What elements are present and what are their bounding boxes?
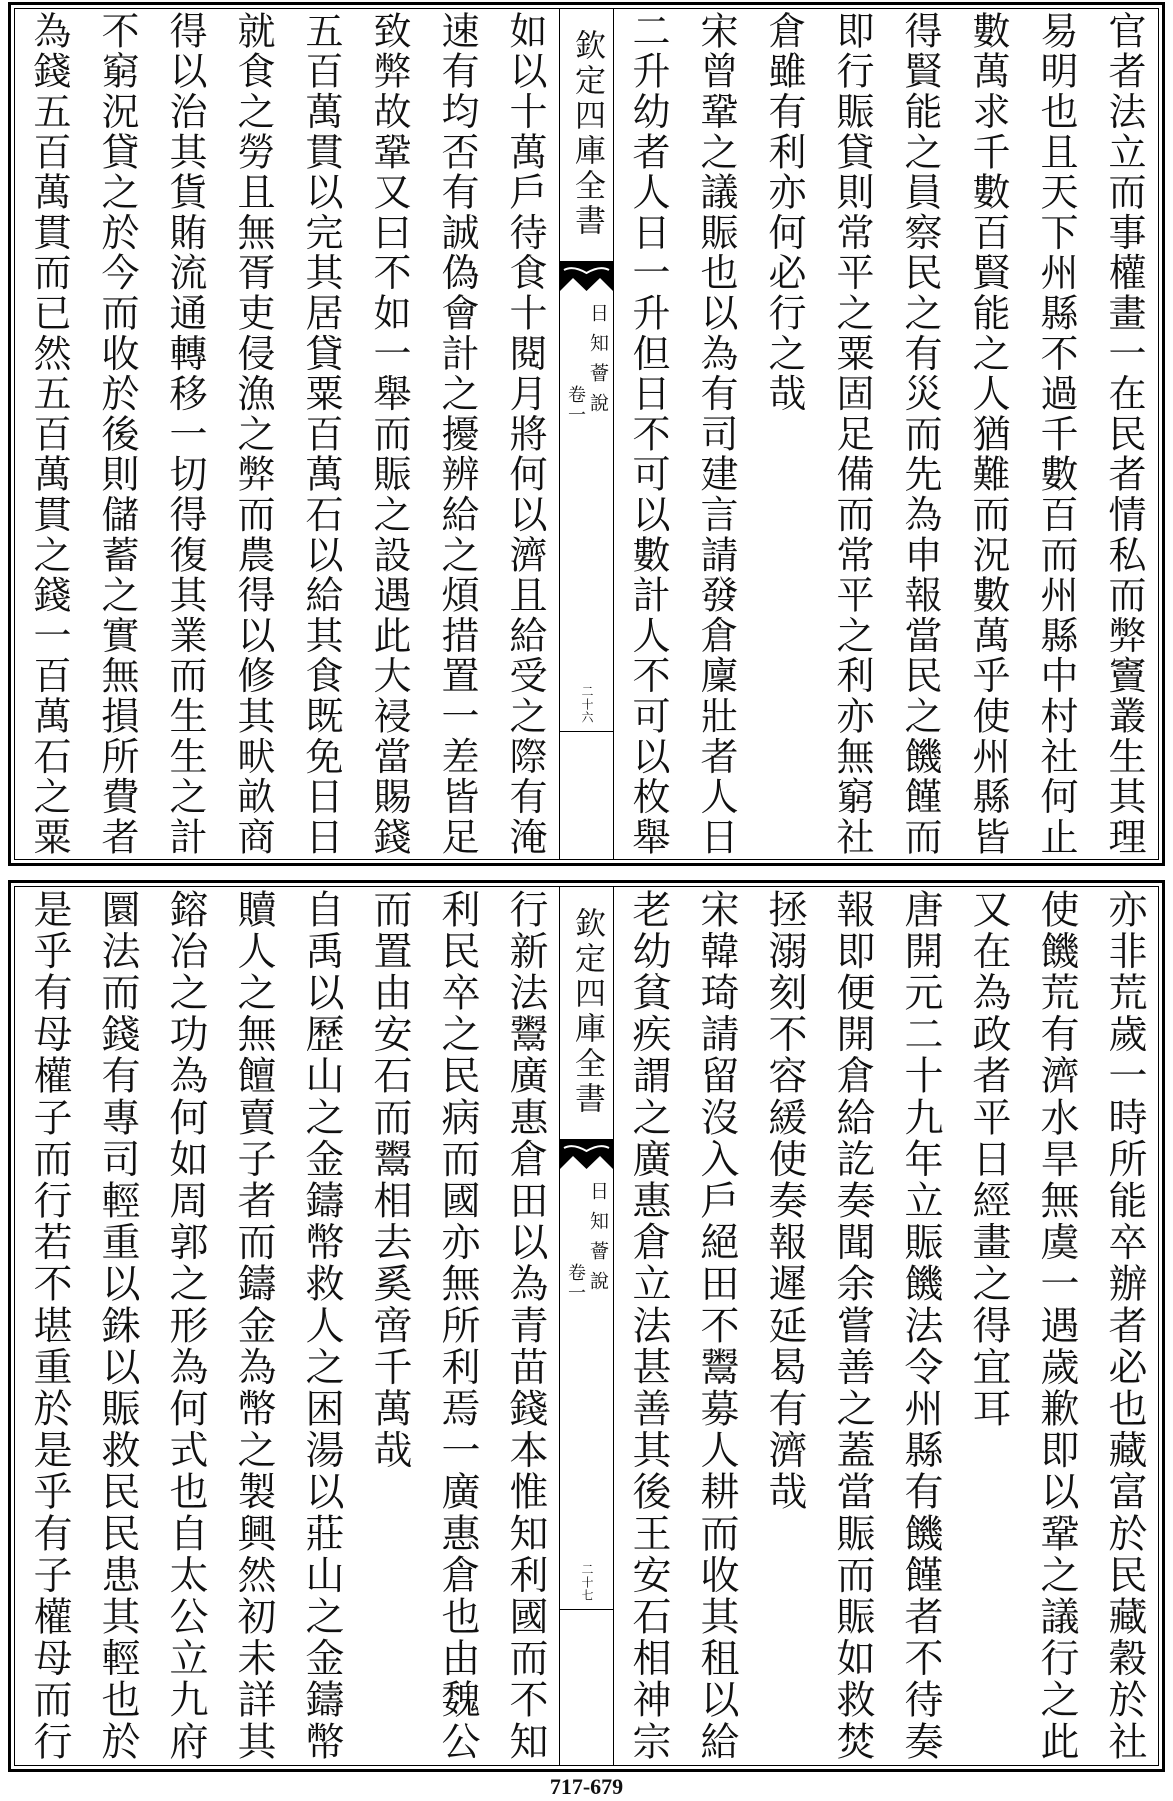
page-body [14, 886, 1159, 1766]
text-column: 宋韓琦請留沒入戶絕田不鬻募人耕而收其租以給 [694, 889, 739, 1763]
text-column: 贖人之無饘賣子者而鑄金為幣之製興然初未詳其 [231, 889, 276, 1763]
text-column: 圜法而錢有專司輕重以銖以賑救民民患其輕也於 [95, 889, 140, 1763]
text-column: 倉雖有利亦何必行之哉 [762, 11, 806, 414]
text-column: 為錢五百萬貫而已然五百萬貫之錢一百萬石之粟 [27, 11, 71, 858]
text-column: 唐開元二十九年立賑饑法令州縣有饑饉者不待奏 [898, 889, 943, 1763]
page-frame-upper [8, 2, 1165, 866]
text-column: 致弊故鞏又曰不如一舉而賑之設遇此大祲當賜錢 [367, 11, 411, 858]
text-column: 五百萬貫以完其居貸粟百萬石以給其食既免日日 [299, 11, 343, 858]
text-column: 拯溺刻不容緩使奏報遲延曷有濟哉 [762, 889, 807, 1513]
text-column: 自禹以歷山之金鑄幣救人之困湯以莊山之金鑄幣 [299, 889, 344, 1763]
page-number: 二十六 [580, 685, 594, 724]
text-column: 易明也且天下州縣不過千數百而州縣中村社何止 [1034, 11, 1078, 858]
text-column: 老幼貧疾謂之廣惠倉立法甚善其後王安石相神宗 [626, 889, 671, 1763]
page-frame-lower [8, 880, 1165, 1772]
text-column: 而置由安石而鬻相去奚啻千萬哉 [367, 889, 412, 1472]
center-strip [559, 887, 614, 1765]
text-column: 數萬求千數百賢能之人猶難而況數萬乎使州縣皆 [966, 11, 1010, 858]
volume-label: 卷一 [565, 385, 586, 425]
text-column: 是乎有母權子而行若不堪重於是乎有子權母而行 [27, 889, 72, 1763]
text-column: 就食之勞且無胥吏侵漁之弊而農得以修其畎畝商 [231, 11, 275, 858]
fishtail-ornament [560, 261, 613, 295]
text-column: 宋曾鞏之議賑也以為有司建言請發倉廩壯者人日 [694, 11, 738, 858]
page-body [14, 8, 1159, 860]
text-column: 行新法鬻廣惠倉田以為青苗錢本惟知利國而不知 [503, 889, 548, 1763]
center-strip [559, 9, 614, 859]
text-column: 如以十萬戶待食十閱月將何以濟且給受之際有淹 [503, 11, 547, 858]
series-title: 欽定四庫全書 [569, 907, 605, 1117]
text-column: 又在為政者平日經畫之得宜耳 [966, 889, 1011, 1430]
book-title: 日知薈說 [587, 1181, 609, 1301]
text-column: 使饑荒有濟水旱無虞一遇歲歉即以鞏之議行之此 [1034, 889, 1079, 1763]
volume-label: 卷一 [565, 1263, 586, 1303]
series-title: 欽定四庫全書 [569, 29, 605, 239]
text-column: 官者法立而事權畫一在民者情私而弊竇叢生其理 [1102, 11, 1146, 858]
text-column: 得賢能之員察民之有災而先為申報當民之饑饉而 [898, 11, 942, 858]
page-number: 二十七 [580, 1563, 594, 1602]
text-column: 得以治其貨賄流通轉移一切得復其業而生生之計 [163, 11, 207, 858]
text-column: 利民卒之民病而國亦無所利焉一廣惠倉也由魏公 [435, 889, 480, 1763]
folio-rule [560, 1609, 613, 1610]
text-column: 報即便開倉給訖奏聞余嘗善之蓋當賑而賑如救焚 [830, 889, 875, 1763]
text-column: 鎔冶之功為何如周郭之形為何式也自太公立九府 [163, 889, 208, 1763]
fishtail-ornament [560, 1139, 613, 1173]
text-column: 速有均否有誠偽會計之擾辨給之煩措置一差皆足 [435, 11, 479, 858]
text-column: 即行賑貸則常平之粟固足備而常平之利亦無窮社 [830, 11, 874, 858]
footer-page-ref: 717-679 [549, 1774, 624, 1799]
folio-rule [560, 731, 613, 732]
book-title: 日知薈說 [587, 303, 609, 423]
text-column: 二升幼者人日一升但日不可以數計人不可以枚舉 [626, 11, 670, 858]
text-column: 亦非荒歲一時所能卒辦者必也藏富於民藏穀於社 [1102, 889, 1147, 1763]
text-column: 不窮況貸之於今而收於後則儲蓄之實無損所費者 [95, 11, 139, 858]
